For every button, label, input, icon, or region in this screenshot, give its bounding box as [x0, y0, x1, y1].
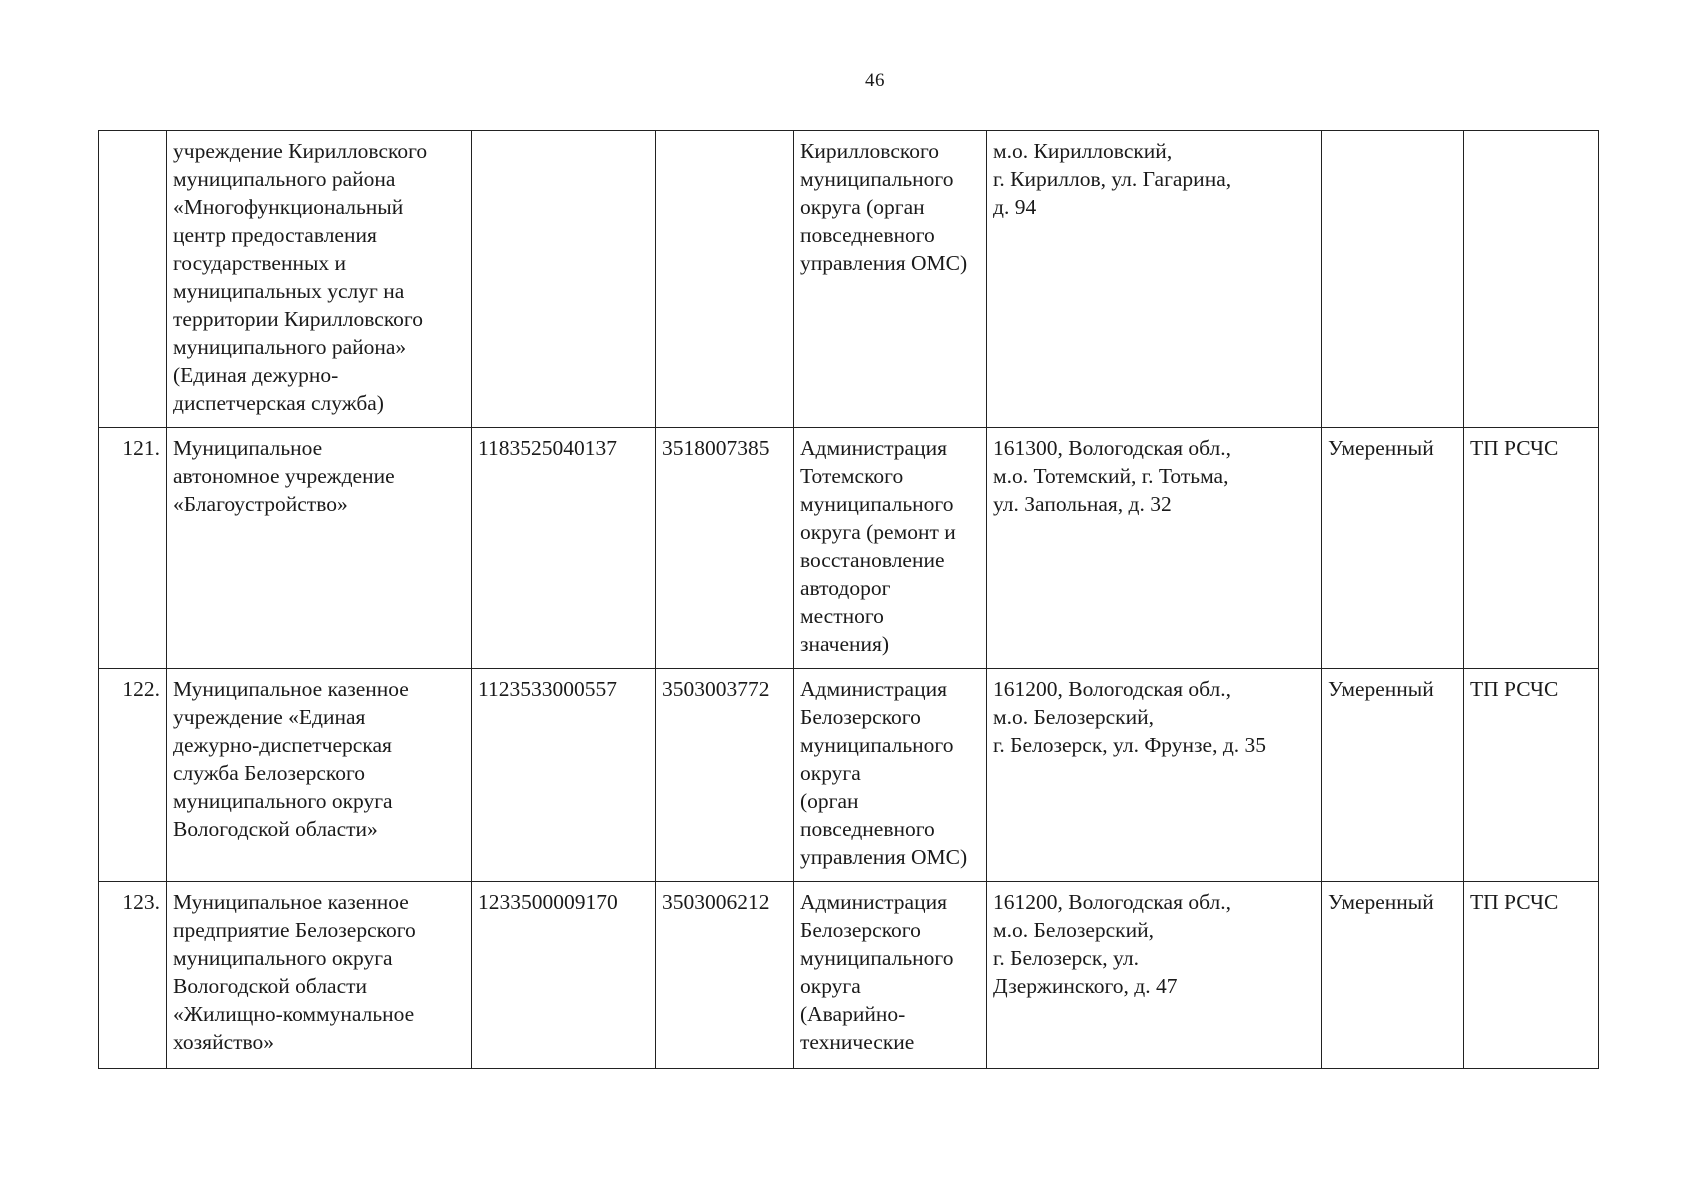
ogrn-cell	[472, 882, 656, 1069]
row-number-cell	[99, 669, 167, 882]
name-cell	[167, 669, 472, 882]
row-number-cell	[99, 131, 167, 428]
organization-name: Муниципальное казенное учреждение «Единая дежурно-диспетчерская служба Белозерского муниципального округа Вологодской области»	[173, 677, 409, 841]
ogrn: 1183525040137	[478, 436, 617, 460]
name-cell	[167, 882, 472, 1069]
subsystem-cell	[1464, 882, 1599, 1069]
governing-organ: Кирилловского муниципального округа (орган повседневного управления ОМС)	[800, 139, 968, 275]
inn-cell	[656, 131, 794, 428]
governing-organ: Администрация Тотемского муниципального округа (ремонт и восстановление автодорог местного значения)	[800, 436, 956, 656]
address: 161300, Вологодская обл., м.о. Тотемский, г. Тотьма, ул. Запольная, д. 32	[993, 436, 1231, 516]
row-number-cell	[99, 882, 167, 1069]
subsystem-cell	[1464, 669, 1599, 882]
address-cell	[987, 131, 1322, 428]
ogrn-cell	[472, 428, 656, 669]
inn: 3518007385	[662, 436, 770, 460]
inn-cell	[656, 882, 794, 1069]
risk-category: Умеренный	[1328, 890, 1434, 914]
address-cell	[987, 669, 1322, 882]
table-row	[99, 669, 1599, 882]
row-number: 121.	[122, 436, 160, 460]
address-cell	[987, 428, 1322, 669]
table-row	[99, 428, 1599, 669]
row-number: 123.	[122, 890, 160, 914]
ogrn: 1233500009170	[478, 890, 618, 914]
name-cell	[167, 428, 472, 669]
governing-organ: Администрация Белозерского муниципального округа (Аварийно- технические	[800, 890, 954, 1054]
risk-category: Умеренный	[1328, 436, 1434, 460]
organ-cell	[794, 428, 987, 669]
organization-name: учреждение Кирилловского муниципального района «Многофункциональный центр предоставления государственных и муниципальных услуг на территории Кирилловского муниципального района» (Единая дежурно- диспетчерская служба)	[173, 139, 428, 415]
inn-cell	[656, 669, 794, 882]
ogrn-cell	[472, 669, 656, 882]
subsystem: ТП РСЧС	[1470, 890, 1559, 914]
risk-cell	[1322, 882, 1464, 1069]
inn-cell	[656, 428, 794, 669]
organization-name: Муниципальное казенное предприятие Белозерского муниципального округа Вологодской области «Жилищно-коммунальное хозяйство»	[173, 890, 416, 1054]
inn: 3503006212	[662, 890, 770, 914]
subsystem: ТП РСЧС	[1470, 436, 1559, 460]
risk-cell	[1322, 428, 1464, 669]
address: м.о. Кирилловский, г. Кириллов, ул. Гагарина, д. 94	[993, 139, 1232, 219]
row-number-cell	[99, 428, 167, 669]
ogrn-cell	[472, 131, 656, 428]
subsystem-cell	[1464, 131, 1599, 428]
risk-cell	[1322, 669, 1464, 882]
page-number: 46	[865, 70, 885, 91]
name-cell	[167, 131, 472, 428]
table-row	[99, 131, 1599, 428]
risk-cell	[1322, 131, 1464, 428]
registry-table	[98, 130, 1599, 1069]
organ-cell	[794, 131, 987, 428]
ogrn: 1123533000557	[478, 677, 617, 701]
address: 161200, Вологодская обл., м.о. Белозерский, г. Белозерск, ул. Фрунзе, д. 35	[993, 677, 1267, 757]
organization-name: Муниципальное автономное учреждение «Благоустройство»	[173, 436, 395, 516]
organ-cell	[794, 669, 987, 882]
subsystem: ТП РСЧС	[1470, 677, 1559, 701]
row-number: 122.	[122, 677, 160, 701]
table-row	[99, 882, 1599, 1069]
address-cell	[987, 882, 1322, 1069]
risk-category: Умеренный	[1328, 677, 1434, 701]
address: 161200, Вологодская обл., м.о. Белозерский, г. Белозерск, ул. Дзержинского, д. 47	[993, 890, 1231, 998]
inn: 3503003772	[662, 677, 770, 701]
governing-organ: Администрация Белозерского муниципального округа (орган повседневного управления ОМС)	[800, 677, 968, 869]
subsystem-cell	[1464, 428, 1599, 669]
organ-cell	[794, 882, 987, 1069]
